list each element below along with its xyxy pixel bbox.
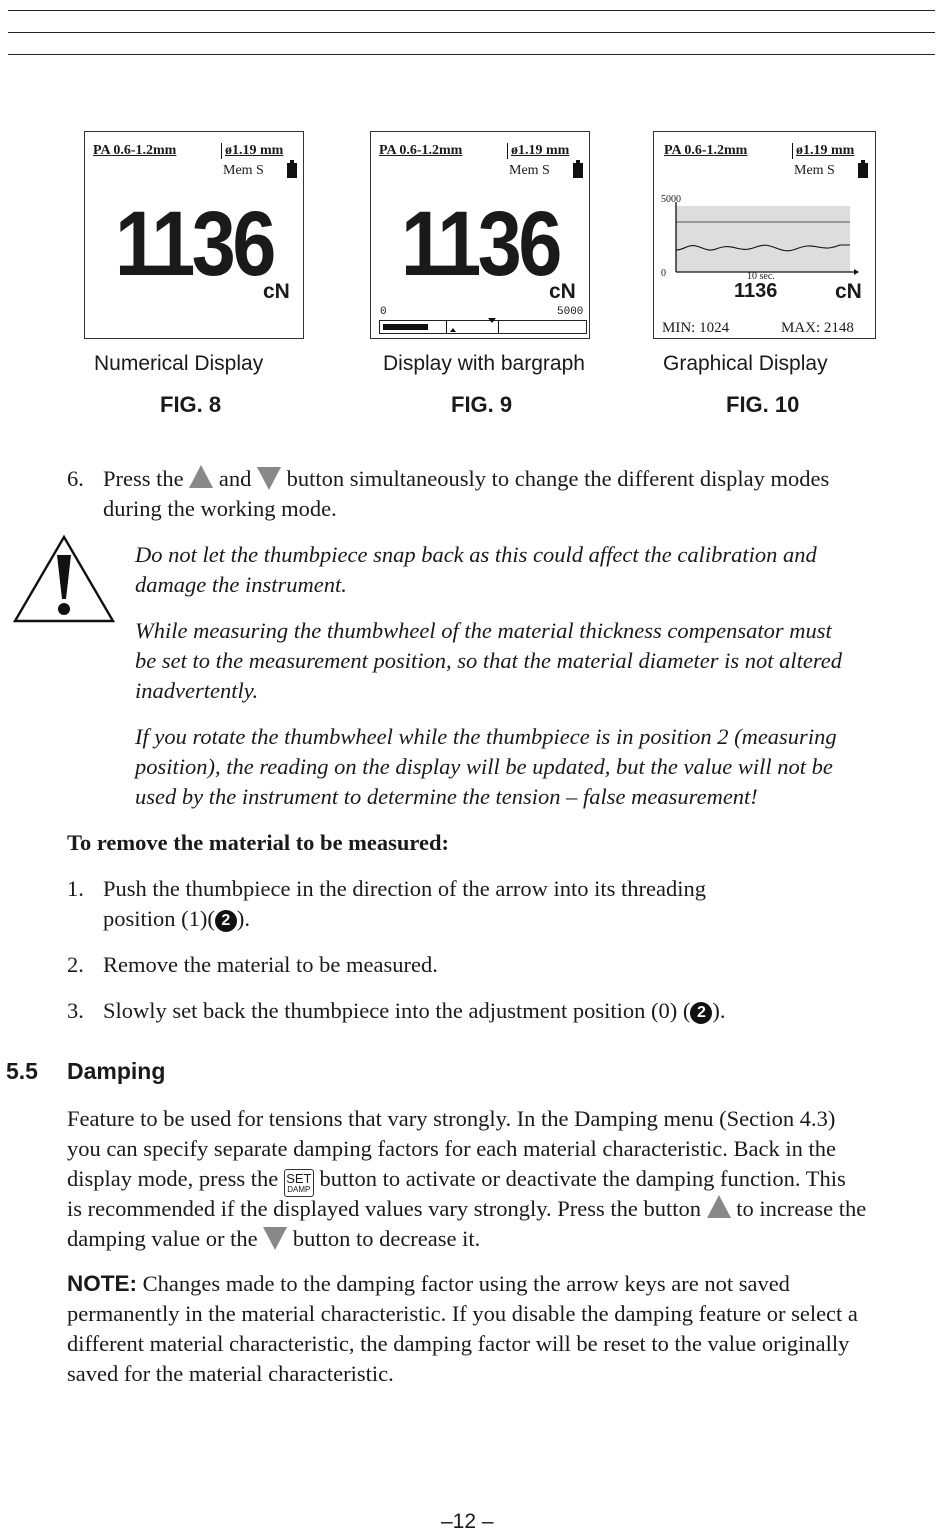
- fig8-caption: Numerical Display: [94, 352, 264, 375]
- remove-step3b: ).: [712, 998, 726, 1023]
- battery-icon: [287, 163, 297, 178]
- damping-p-l4: [67, 1194, 866, 1224]
- fig9-bar-marker-2: [498, 321, 499, 333]
- page-number: –12 –: [441, 1510, 494, 1533]
- warning-p2-l1: While measuring the thumbwheel of the material thickness compensator must: [135, 618, 832, 643]
- fig10-trend-graph: [668, 200, 868, 280]
- remove-heading: To remove the material to be measured:: [67, 830, 450, 855]
- arrow-down-icon: [263, 1227, 287, 1250]
- fig10-ymax: 5000: [661, 194, 681, 205]
- header-rule-2: [8, 32, 935, 33]
- fig10-unit: cN: [835, 280, 862, 303]
- fig8-lcd-panel: [84, 131, 304, 339]
- section-title: Damping: [67, 1058, 166, 1084]
- set-key-bottom: DAMP: [287, 1185, 311, 1194]
- note-l2: permanently in the material characteristic. If you disable the damping feature or select a: [67, 1301, 858, 1326]
- step6-line2: during the working mode.: [103, 496, 337, 521]
- warning-p3-l1: If you rotate the thumbwheel while the thumbpiece is in position 2 (measuring: [135, 724, 837, 749]
- damping-p-l3: [67, 1164, 846, 1197]
- fig10-reading: 1136: [734, 280, 778, 302]
- fig9-mem: Mem S: [509, 163, 550, 178]
- fig9-diameter: ø1.19 mm: [507, 143, 569, 159]
- damping-p-l1: Feature to be used for tensions that vary strongly. In the Damping menu (Section 4.3): [67, 1106, 836, 1131]
- fig9-bar-pointer-down: [488, 318, 496, 323]
- fig8-label: FIG. 8: [160, 392, 222, 417]
- warning-p2-l3: inadvertently.: [135, 678, 259, 703]
- step6-number: 6.: [67, 466, 84, 491]
- warning-p2-l2: be set to the measurement position, so that the material diameter is not altered: [135, 648, 842, 673]
- remove-step2: Remove the material to be measured.: [103, 952, 438, 977]
- damping-p-l5b: button to decrease it.: [292, 1226, 481, 1251]
- fig9-bar-fill: [383, 324, 428, 330]
- damping-p-l4b: to increase the: [736, 1196, 867, 1221]
- remove-step1-number: 1.: [67, 876, 84, 901]
- fig9-caption: Display with bargraph: [383, 352, 585, 375]
- fig9-unit: cN: [549, 280, 576, 303]
- fig9-label: FIG. 9: [451, 392, 513, 417]
- damping-p-l4a: is recommended if the displayed values vary strongly. Press the button: [67, 1196, 702, 1221]
- damping-p-l2: you can specify separate damping factors for each material characteristic. Back in the: [67, 1136, 837, 1161]
- fig8-unit: cN: [263, 280, 290, 303]
- step6-line1: [103, 464, 829, 494]
- fig9-reading: 1136: [401, 193, 559, 295]
- fig10-max: MAX: 2148: [781, 320, 854, 336]
- fig9-bar-marker-1: [446, 321, 447, 333]
- fig9-bar-pointer-up: [450, 328, 456, 332]
- battery-icon: [573, 163, 583, 178]
- fig9-bar-min: 0: [380, 306, 387, 318]
- fig8-reading: 1136: [115, 193, 273, 295]
- fig10-x-arrow: [854, 269, 859, 275]
- fig10-ymin: 0: [661, 268, 666, 279]
- damping-p-l5a: damping value or the: [67, 1226, 258, 1251]
- warning-p1-l1: Do not let the thumbpiece snap back as this could affect the calibration and: [135, 542, 817, 567]
- warning-p1-l2: damage the instrument.: [135, 572, 347, 597]
- warning-p3-l2: position), the reading on the display will be updated, but the value will not be: [135, 754, 833, 779]
- remove-step1-l2b: ).: [236, 906, 250, 931]
- remove-step3: [103, 996, 726, 1026]
- fig10-caption: Graphical Display: [663, 352, 828, 375]
- circled-number-badge: 2: [215, 910, 237, 932]
- fig8-material: PA 0.6-1.2mm: [93, 143, 177, 158]
- section-number: 5.5: [6, 1058, 38, 1084]
- fig8-diameter: ø1.19 mm: [221, 143, 283, 159]
- fig10-label: FIG. 10: [726, 392, 800, 417]
- fig10-diameter: ø1.19 mm: [792, 143, 854, 159]
- set-damp-key-icon: [284, 1169, 314, 1197]
- remove-step2-number: 2.: [67, 952, 84, 977]
- remove-step1-l2: [103, 904, 250, 934]
- arrow-up-icon: [707, 1195, 731, 1218]
- fig10-material: PA 0.6-1.2mm: [664, 143, 748, 158]
- remove-step1-l1: Push the thumbpiece in the direction of the arrow into its threading: [103, 876, 706, 901]
- step6-text-c: button simultaneously to change the different display modes: [286, 466, 830, 491]
- warning-p3-l3: used by the instrument to determine the tension – false measurement!: [135, 784, 758, 809]
- arrow-up-icon: [189, 465, 213, 488]
- fig10-mem: Mem S: [794, 163, 835, 178]
- damping-p-l3b: button to activate or deactivate the damping function. This: [319, 1166, 846, 1191]
- damping-p-l5: [67, 1224, 480, 1254]
- fig10-min: MIN: 1024: [662, 320, 730, 336]
- step6-text-a: Press the: [103, 466, 184, 491]
- fig10-graph-area: [676, 206, 850, 272]
- fig9-lcd-panel: [370, 131, 590, 339]
- remove-step3-number: 3.: [67, 998, 84, 1023]
- remove-step1-l2a: position (1)(: [103, 906, 215, 931]
- set-key-top: SET: [286, 1171, 312, 1186]
- arrow-down-icon: [257, 467, 281, 490]
- battery-icon: [858, 163, 868, 178]
- note-label: NOTE:: [67, 1271, 137, 1296]
- warning-icon: [11, 533, 117, 625]
- circled-number-badge: 2: [690, 1002, 712, 1024]
- remove-step3a: Slowly set back the thumbpiece into the adjustment position (0) (: [103, 998, 691, 1023]
- step6-text-b: and: [218, 466, 252, 491]
- note-l3: different material characteristic, the damping factor will be reset to the value originally: [67, 1331, 850, 1356]
- header-rule-3: [8, 54, 935, 55]
- fig8-mem: Mem S: [223, 163, 264, 178]
- note-l4: saved for the material characteristic.: [67, 1361, 394, 1386]
- fig10-time-label: 10 sec.: [747, 271, 775, 282]
- header-rule-1: [8, 10, 935, 11]
- fig9-material: PA 0.6-1.2mm: [379, 143, 463, 158]
- fig9-bar-max: 5000: [557, 306, 584, 318]
- note-l1: [67, 1269, 790, 1299]
- fig10-lcd-panel: [653, 131, 876, 339]
- note-text-l1: Changes made to the damping factor using the arrow keys are not saved: [142, 1271, 790, 1296]
- damping-p-l3a: display mode, press the: [67, 1166, 279, 1191]
- fig9-bargraph: [379, 320, 587, 334]
